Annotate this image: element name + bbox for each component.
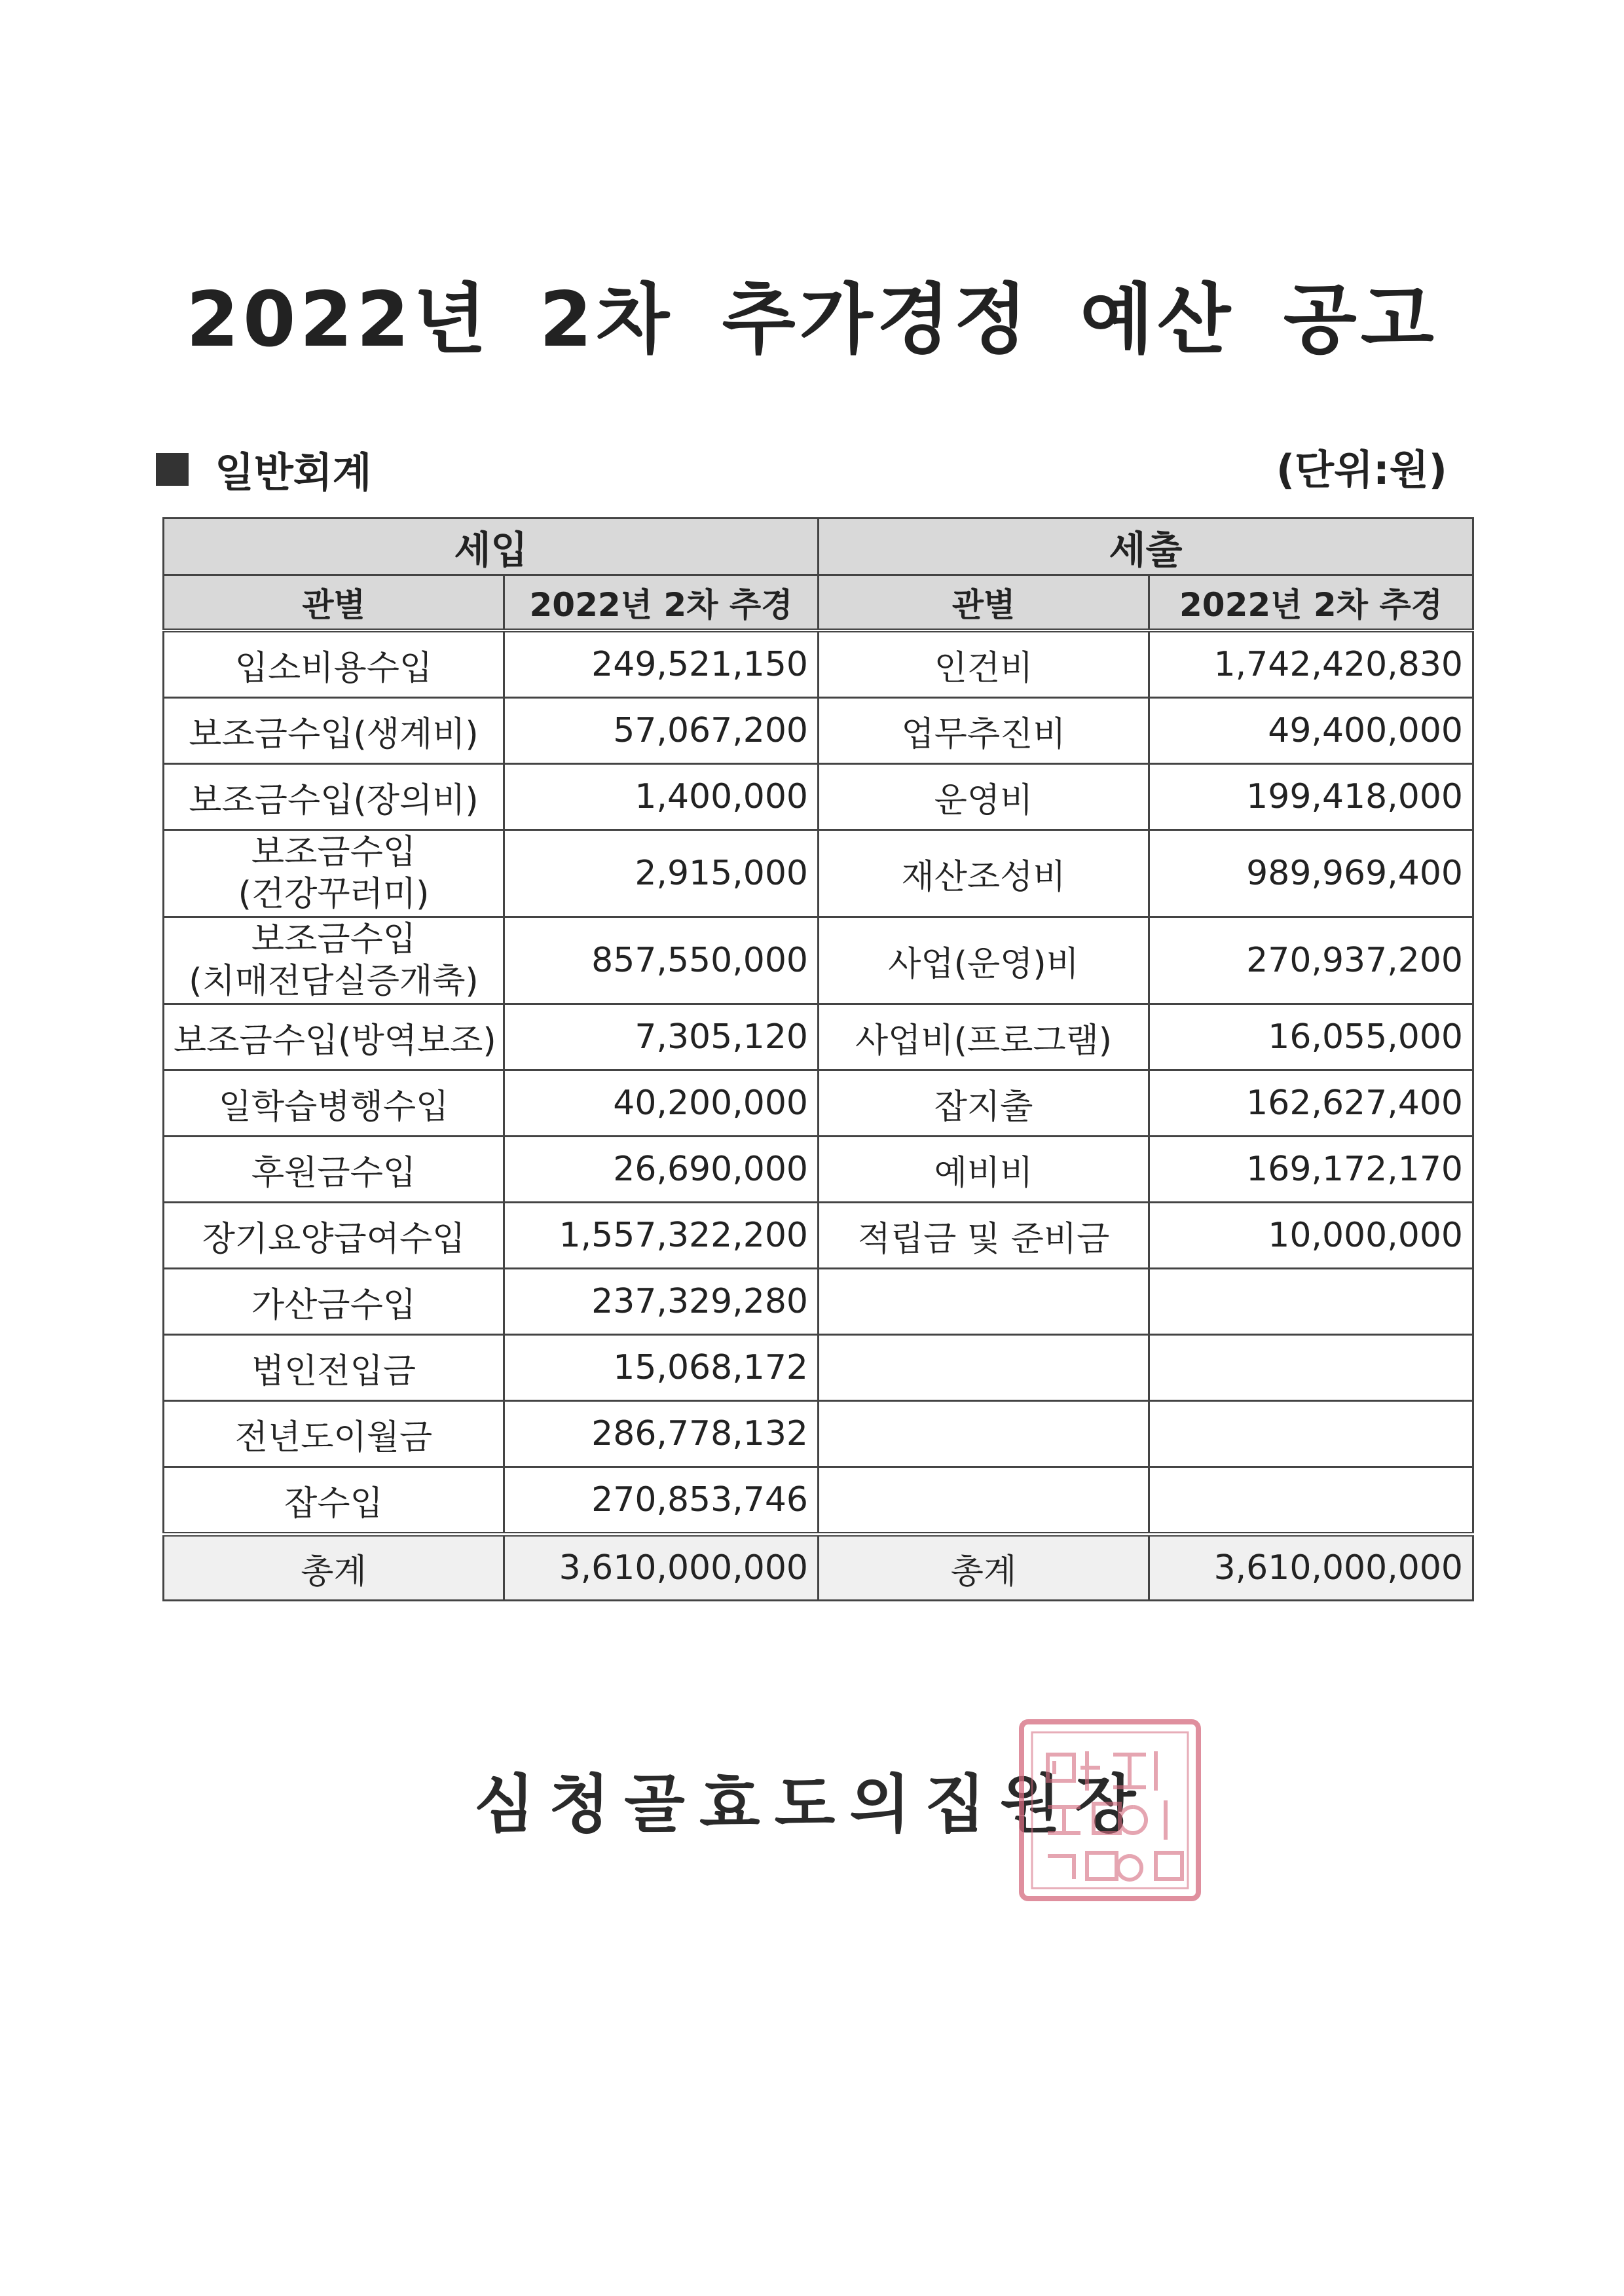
income-item-cell: 보조금수입 (건강꾸러미) [164,830,504,917]
table-row [164,1401,1473,1467]
table-row [164,917,1473,1004]
income-item-cell: 일학습병행수입 [164,1070,504,1137]
table-row [164,630,1473,698]
table-row [164,1467,1473,1535]
income-item-cell: 잡수입 [164,1467,504,1535]
expense-total-label: 총계 [819,1535,1149,1601]
table-row [164,698,1473,764]
expense-amount-column-header: 2022년 2차 추경 [1149,575,1473,631]
income-amount-cell: 15,068,172 [504,1335,819,1401]
income-amount-cell: 270,853,746 [504,1467,819,1535]
expense-item-cell: 잡지출 [819,1070,1149,1137]
expense-item-cell: 운영비 [819,764,1149,830]
income-amount-cell: 26,690,000 [504,1137,819,1203]
table-row [164,1335,1473,1401]
income-amount-cell: 286,778,132 [504,1401,819,1467]
budget-table [162,517,1474,1601]
unit-label: (단위:원) [1276,446,1447,494]
income-amount-cell: 57,067,200 [504,698,819,764]
table-total-row [164,1535,1473,1601]
expense-item-cell [819,1269,1149,1335]
income-item-cell: 보조금수입(방역보조) [164,1004,504,1070]
expense-item-cell: 사업비(프로그램) [819,1004,1149,1070]
income-amount-cell: 1,557,322,200 [504,1203,819,1269]
expense-item-cell: 적립금 및 준비금 [819,1203,1149,1269]
page-title: 2022년 2차 추가경정 예산 공고 [186,276,1438,364]
expense-item-cell [819,1467,1149,1535]
expense-amount-cell: 162,627,400 [1149,1070,1473,1137]
income-item-cell: 법인전입금 [164,1335,504,1401]
expense-amount-cell [1149,1269,1473,1335]
table-row [164,764,1473,830]
income-amount-column-header: 2022년 2차 추경 [504,575,819,631]
expense-amount-cell: 989,969,400 [1149,830,1473,917]
expense-amount-cell: 10,000,000 [1149,1203,1473,1269]
table-row [164,1070,1473,1137]
income-total-amount: 3,610,000,000 [504,1535,819,1601]
expense-item-cell: 사업(운영)비 [819,917,1149,1004]
expense-amount-cell [1149,1467,1473,1535]
income-item-cell: 보조금수입 (치매전담실증개축) [164,917,504,1004]
table-row [164,1269,1473,1335]
table-row [164,1203,1473,1269]
expense-amount-cell: 270,937,200 [1149,917,1473,1004]
expense-amount-cell: 1,742,420,830 [1149,630,1473,698]
income-amount-cell: 40,200,000 [504,1070,819,1137]
income-item-cell: 전년도이월금 [164,1401,504,1467]
table-row [164,1004,1473,1070]
income-amount-cell: 1,400,000 [504,764,819,830]
income-total-label: 총계 [164,1535,504,1601]
income-amount-cell: 249,521,150 [504,630,819,698]
square-bullet-icon [156,453,189,486]
table-row [164,1137,1473,1203]
official-seal [1015,1715,1205,1905]
expense-item-cell: 재산조성비 [819,830,1149,917]
income-amount-cell: 7,305,120 [504,1004,819,1070]
expense-item-column-header: 관별 [819,575,1149,631]
expense-amount-cell: 169,172,170 [1149,1137,1473,1203]
section-label-text: 일반회계 [215,448,372,496]
income-item-cell: 후원금수입 [164,1137,504,1203]
expense-amount-cell: 49,400,000 [1149,698,1473,764]
expense-amount-cell: 16,055,000 [1149,1004,1473,1070]
expense-item-cell [819,1335,1149,1401]
table-row [164,830,1473,917]
income-item-cell: 보조금수입(장의비) [164,764,504,830]
income-item-cell: 가산금수입 [164,1269,504,1335]
expense-header: 세출 [819,519,1473,575]
expense-amount-cell [1149,1401,1473,1467]
expense-item-cell: 예비비 [819,1137,1149,1203]
income-item-cell: 장기요양급여수입 [164,1203,504,1269]
expense-item-cell: 인건비 [819,630,1149,698]
income-item-cell: 입소비용수입 [164,630,504,698]
section-label [156,440,372,498]
table-column-header-row [164,575,1473,631]
expense-item-cell [819,1401,1149,1467]
income-header: 세입 [164,519,819,575]
expense-amount-cell [1149,1335,1473,1401]
signature-text: 심청골효도의집원장 [473,1768,1151,1841]
expense-amount-cell: 199,418,000 [1149,764,1473,830]
income-item-column-header: 관별 [164,575,504,631]
income-item-cell: 보조금수입(생계비) [164,698,504,764]
table-group-header-row [164,519,1473,575]
income-amount-cell: 237,329,280 [504,1269,819,1335]
income-amount-cell: 857,550,000 [504,917,819,1004]
income-amount-cell: 2,915,000 [504,830,819,917]
expense-total-amount: 3,610,000,000 [1149,1535,1473,1601]
expense-item-cell: 업무추진비 [819,698,1149,764]
